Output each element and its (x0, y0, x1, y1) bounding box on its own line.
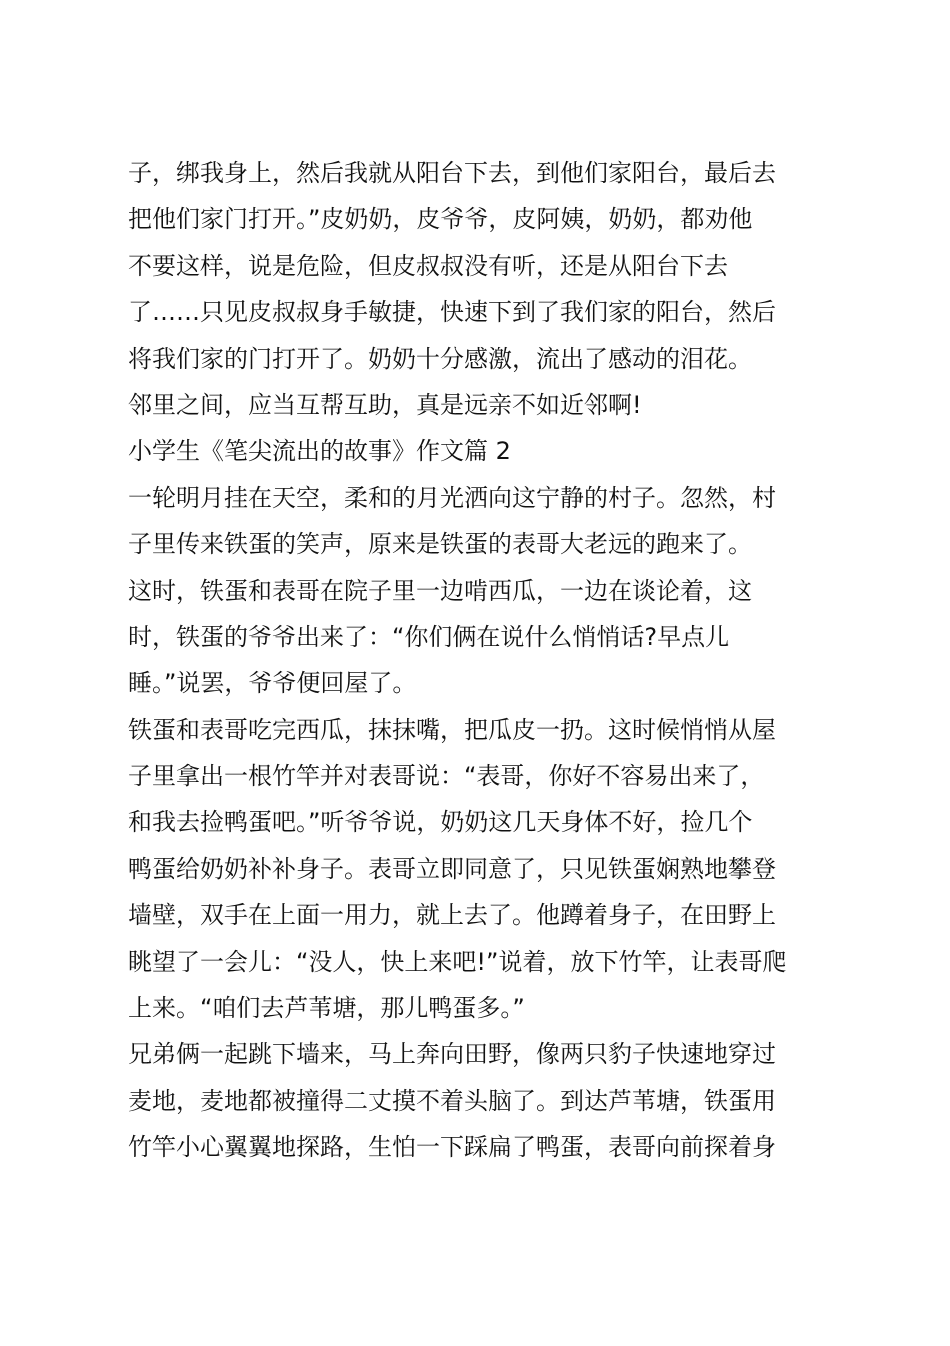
section-heading: 小学生《笔尖流出的故事》作文篇 2 (128, 437, 511, 466)
text-line: 这时，铁蛋和表哥在院子里一边啃西瓜，一边在谈论着，这 (128, 576, 752, 605)
text-line: 铁蛋和表哥吃完西瓜，抹抹嘴，把瓜皮一扔。这时候悄悄从屋 (128, 715, 776, 744)
text-line: 鸭蛋给奶奶补补身子。表哥立即同意了，只见铁蛋娴熟地攀登 (128, 854, 776, 883)
text-line: 上来。“咱们去芦苇塘，那儿鸭蛋多。” (128, 994, 525, 1023)
text-line: 时，铁蛋的爷爷出来了：“你们俩在说什么悄悄话?早点儿 (128, 622, 730, 651)
text-line: 子里传来铁蛋的笑声，原来是铁蛋的表哥大老远的跑来了。 (128, 530, 752, 559)
text-line: 兄弟俩一起跳下墙来，马上奔向田野，像两只豹子快速地穿过 (128, 1040, 776, 1069)
text-line: 墙壁，双手在上面一用力，就上去了。他蹲着身子，在田野上 (128, 901, 776, 930)
body-text (128, 150, 828, 1171)
text-line: 眺望了一会儿：“没人，快上来吧!”说着，放下竹竿，让表哥爬 (128, 947, 787, 976)
text-line: 竹竿小心翼翼地探路，生怕一下踩扁了鸭蛋，表哥向前探着身 (128, 1133, 776, 1162)
text-line: 不要这样，说是危险，但皮叔叔没有听，还是从阳台下去 (128, 251, 728, 280)
text-line: 了……只见皮叔叔身手敏捷，快速下到了我们家的阳台，然后 (128, 298, 776, 327)
text-line: 和我去捡鸭蛋吧。”听爷爷说，奶奶这几天身体不好，捡几个 (128, 808, 753, 837)
text-line: 子里拿出一根竹竿并对表哥说：“表哥，你好不容易出来了， (128, 762, 765, 791)
text-line: 睡。”说罢，爷爷便回屋了。 (128, 669, 417, 698)
text-line: 邻里之间，应当互帮互助，真是远亲不如近邻啊! (128, 390, 642, 419)
text-line: 把他们家门打开。”皮奶奶，皮爷爷，皮阿姨，奶奶，都劝他 (128, 205, 753, 234)
text-line: 一轮明月挂在天空，柔和的月光洒向这宁静的村子。忽然，村 (128, 483, 776, 512)
text-line: 将我们家的门打开了。奶奶十分感激，流出了感动的泪花。 (128, 344, 752, 373)
text-line: 麦地，麦地都被撞得二丈摸不着头脑了。到达芦苇塘，铁蛋用 (128, 1086, 776, 1115)
text-line: 子，绑我身上，然后我就从阳台下去，到他们家阳台，最后去 (128, 159, 776, 187)
